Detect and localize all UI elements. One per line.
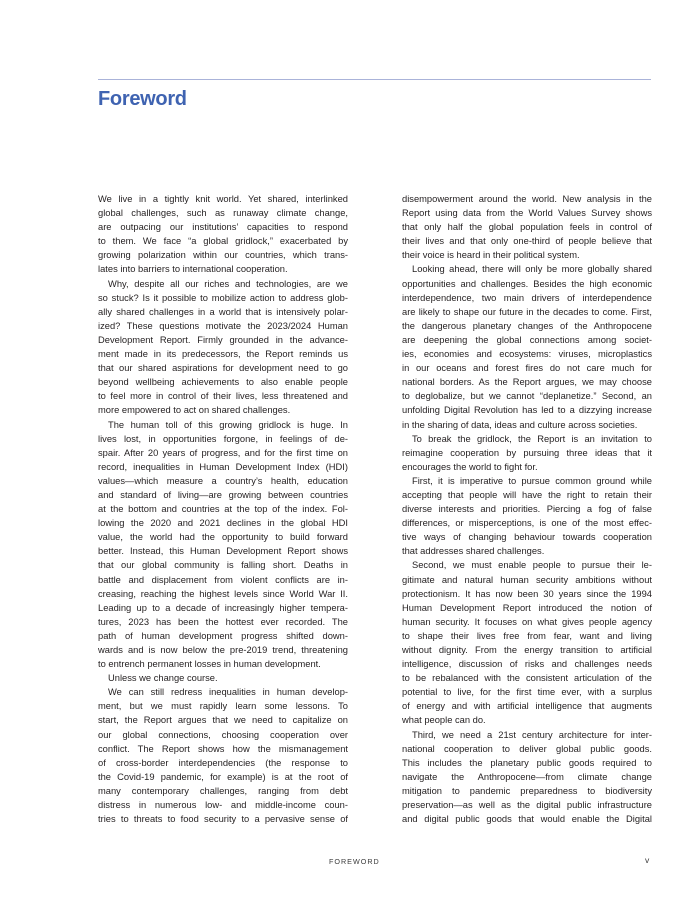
text-line: record, inequalities in Human Development Index (HDI) — [98, 461, 348, 472]
text-line: national cooperation to deliver global public goods. — [402, 743, 652, 754]
text-line: of cross-border interdependencies (the response to — [98, 757, 348, 768]
text-line: opportunities and challenges. Besides the high economic — [402, 278, 652, 289]
text-line: in our oceans and forest fires do not care much for — [402, 363, 652, 374]
text-line: ment, but we must rapidly learn some lessons. To — [98, 701, 348, 712]
text-line: in the sharing of data, ideas and culture across societies. — [402, 419, 638, 430]
text-line: encourages the world to fight for. — [402, 461, 538, 472]
text-line: differences, or misperceptions, is one of the most effec- — [402, 518, 652, 529]
page-title: Foreword — [98, 88, 187, 110]
text-line: so stuck? Is it possible to mobilize action to address glob- — [98, 292, 348, 303]
text-line: intelligence, discussion of risks and challenges needs — [402, 659, 652, 670]
text-line: lowing the 2020 and 2021 declines in the global HDI — [98, 518, 348, 529]
text-line: human security. It focuses on what gives people agency — [402, 616, 652, 627]
text-line: and digital public goods that would enable the Digital — [402, 814, 652, 825]
text-line: lates into barriers to international cooperation. — [98, 264, 288, 275]
text-line: tries to threats to food security to a pervasive sense of — [98, 814, 348, 825]
text-line: mitigation to pandemic preparedness to biodiversity — [402, 785, 652, 796]
text-line: This includes the planetary public goods required to — [402, 757, 652, 768]
header-rule — [98, 79, 651, 80]
text-line: many contemporary challenges, ranging from debt — [98, 785, 348, 796]
text-line: wards and is now below the pre-2019 trend, threatening — [98, 645, 348, 655]
text-line: ies, economies and ecosystems: viruses, microplastics — [402, 349, 652, 360]
text-line: that addresses shared challenges. — [402, 546, 545, 557]
text-line: what people can do. — [402, 715, 486, 726]
left-column — [98, 192, 348, 826]
text-line: ally shared challenges in a world that is intensively polar- — [98, 306, 348, 317]
text-line: of energy and with artificial intelligence that augments — [402, 701, 652, 712]
text-line: Looking ahead, there will only be more globally shared — [412, 264, 652, 275]
text-line: that only half the global population feels in control of — [402, 222, 652, 233]
text-line: to them. We face “a global gridlock,” exacerbated by — [98, 236, 348, 247]
text-line: to be rebalanced with the consistent articulation of the — [402, 673, 652, 684]
text-line: to feel more in control of their lives, less threatened and — [98, 391, 348, 402]
text-line: ized? These questions motivate the 2023/2024 Human — [98, 320, 348, 331]
text-line: global challenges, such as runaway climate change, — [98, 208, 348, 219]
text-line: values—which measure a country’s health, education — [98, 475, 348, 486]
text-line: lives lost, in opportunities forgone, in feelings of de- — [98, 433, 348, 444]
text-line: that our global community is falling short. Deaths in — [98, 560, 348, 571]
footer-section-label: FOREWORD — [329, 857, 380, 866]
text-line: distress in numerous low- and middle-income coun- — [98, 800, 348, 811]
text-line: path of human development progress shifted down- — [98, 630, 348, 641]
text-line: First, it is imperative to pursue common ground while — [412, 475, 652, 486]
text-line: Unless we change course. — [108, 673, 218, 684]
text-line: battle and displacement from violent conflicts are in- — [98, 574, 348, 585]
text-line: navigate the Anthropocene—from climate change — [402, 771, 652, 782]
text-line: accepting that people will have the right to retain their — [402, 489, 652, 500]
right-column — [402, 192, 652, 826]
text-line: that our shared aspirations for development need to go — [98, 363, 348, 374]
text-line: ment made in its predecessors, the Report reminds us — [98, 349, 348, 360]
text-line: are likely to shape our future in the decades to come. First, — [402, 306, 652, 317]
text-line: unfolding Digital Revolution has led to a dizzying increase — [402, 405, 652, 416]
text-line: at the bottom and countries at the top of the index. Fol- — [98, 504, 348, 515]
text-line: Leading up to a decade of increasingly higher tempera- — [98, 602, 348, 613]
text-line: are outpacing our institutions’ capacities to respond — [98, 222, 348, 233]
text-line: Report using data from the World Values Survey shows — [402, 208, 652, 219]
text-line: tures, 2023 has been the hottest ever recorded. The — [98, 616, 348, 627]
text-line: to shape their lives free from fear, want and living — [402, 630, 652, 641]
text-line: value, the world had the opportunity to build forward — [98, 532, 348, 543]
text-line: To break the gridlock, the Report is an invitation to — [412, 433, 652, 444]
text-line: potential to live, for the first time ever, with a surplus — [402, 687, 652, 698]
text-line: We live in a tightly knit world. Yet shared, interlinked — [98, 194, 348, 204]
text-line: their lives and that only one-third of people believe that — [402, 236, 652, 247]
text-line: The human toll of this growing gridlock is huge. In — [108, 419, 348, 430]
text-line: are deepening the global connections among societ- — [402, 334, 652, 345]
text-line: interdependence, two main drivers of interdependence — [402, 292, 652, 303]
text-line: the Covid-19 pandemic, for example) is at the root of — [98, 771, 348, 782]
text-line: Third, we need a 21st century architecture for inter- — [412, 729, 652, 740]
text-line: and standard of living—are growing between countries — [98, 489, 348, 500]
text-line: spair. After 20 years of progress, and for the first time on — [98, 447, 348, 458]
text-line: without dignity. From the energy transition to artificial — [402, 645, 652, 655]
text-line: conflict. The Report shows how the mismanagement — [98, 743, 348, 754]
text-line: to deglobalize, but we cannot “deplanetize.” Second, an — [402, 391, 652, 402]
text-line: our global connections, choosing cooperation over — [98, 729, 348, 740]
text-line: start, the Report argues that we need to capitalize on — [98, 715, 348, 726]
text-line: their voice is heard in their political system. — [402, 250, 580, 261]
text-line: national borders. As the Report argues, we may choose — [402, 377, 652, 388]
text-line: reimagine cooperation by pursuing three ideas that it — [402, 447, 652, 458]
text-line: beyond wellbeing achievements to also enable people — [98, 377, 348, 388]
text-line: creasing, reaching the highest levels since World War II. — [98, 588, 348, 599]
text-line: Why, despite all our riches and technologies, are we — [108, 278, 348, 289]
text-line: better. Instead, this Human Development Report shows — [98, 546, 348, 557]
text-line: preservation—as well as the digital public infrastructure — [402, 800, 652, 811]
text-line: Second, we must enable people to pursue their le- — [412, 560, 652, 571]
page-number: v — [645, 855, 650, 865]
text-line: to entrench permanent losses in human development. — [98, 659, 321, 670]
text-line: Human Development Report introduced the notion of — [402, 602, 652, 613]
text-line: Development Report. Firmly grounded in the advance- — [98, 334, 348, 345]
text-line: diverse interests and priorities. Piercing a fog of false — [402, 504, 652, 515]
text-line: the dangerous planetary changes of the Anthropocene — [402, 320, 652, 331]
text-line: We can still redress inequalities in human develop- — [108, 687, 348, 698]
text-line: tive ways of changing behaviour towards cooperation — [402, 532, 652, 543]
text-line: gitimate and natural human security ambitions without — [402, 574, 652, 585]
text-line: disempowerment around the world. New analysis in the — [402, 194, 652, 204]
text-line: more empowered to act on shared challenges. — [98, 405, 291, 416]
text-line: growing polarization within our countries, which trans- — [98, 250, 348, 261]
text-line: protectionism. It has now been 30 years since the 1994 — [402, 588, 652, 599]
